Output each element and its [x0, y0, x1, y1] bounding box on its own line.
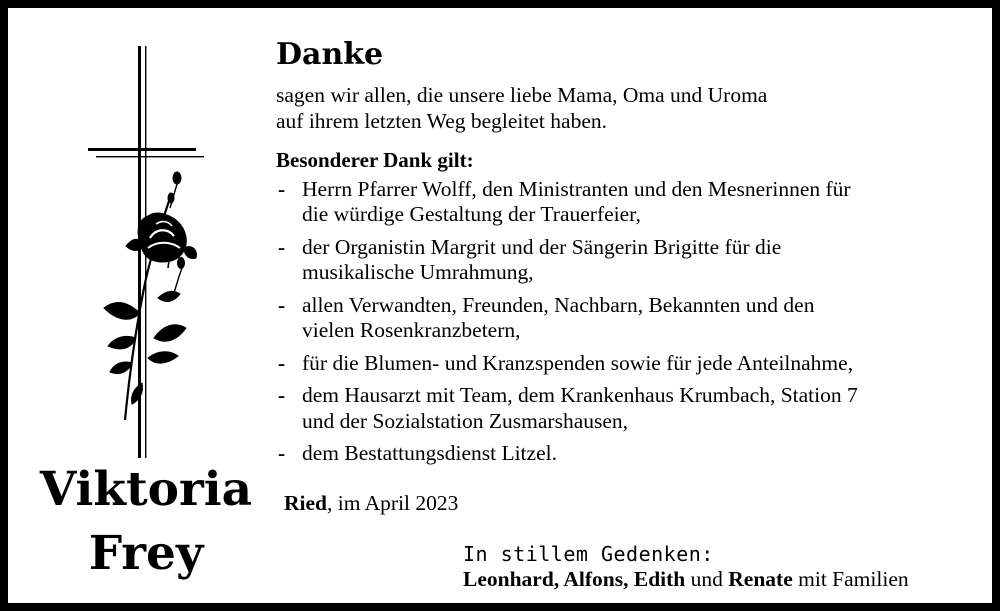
family-suffix: mit Familien — [792, 567, 909, 591]
bullet-dash: - — [278, 441, 286, 465]
list-item-line: die würdige Gestaltung der Trauerfeier, — [302, 202, 641, 226]
list-item — [276, 441, 976, 467]
thanks-list — [276, 177, 976, 467]
special-thanks-heading: Besonderer Dank gilt: — [276, 147, 474, 172]
family-separator: , — [623, 567, 634, 591]
cross-with-rose-illustration — [78, 38, 218, 463]
list-item-line: dem Bestattungsdienst Litzel. — [302, 441, 557, 465]
intro-text — [276, 82, 976, 134]
list-item-line: dem Hausarzt mit Team, dem Krankenhaus Krumbach, Station 7 — [302, 383, 858, 407]
list-item-line: der Organistin Margrit und der Sängerin Brigitte für die — [302, 234, 782, 259]
family-conjunction: und — [685, 567, 729, 591]
in-memory-heading: In stillem Gedenken: — [463, 542, 714, 566]
family-name: Alfons — [563, 567, 624, 591]
rose-icon — [104, 172, 196, 420]
bullet-dash: - — [278, 176, 286, 201]
bullet-dash: - — [278, 292, 286, 317]
list-item-line: und der Sozialstation Zusmarshausen, — [302, 408, 629, 433]
bullet-dash: - — [278, 383, 286, 407]
list-item — [276, 235, 976, 286]
list-item — [276, 177, 976, 228]
place-date — [284, 490, 458, 516]
deceased-last-name: Frey — [88, 526, 204, 581]
place-separator: , — [327, 491, 333, 515]
notice-content — [276, 36, 976, 474]
family-separator: , — [553, 567, 564, 591]
list-item-line: musikalische Umrahmung, — [302, 260, 534, 284]
family-name: Edith — [633, 567, 686, 591]
family-name: Leonhard — [463, 567, 554, 591]
notice-date: im April 2023 — [332, 491, 459, 515]
family-name: Renate — [728, 567, 793, 591]
bullet-dash: - — [278, 234, 286, 259]
family-signature — [463, 566, 909, 592]
list-item-line: für die Blumen- und Kranzspenden sowie für jede Anteilnahme, — [302, 350, 854, 375]
deceased-first-name: Viktoria — [39, 462, 253, 517]
place-name: Ried — [284, 491, 327, 515]
page-title: Danke — [276, 37, 384, 72]
list-item — [276, 383, 976, 434]
intro-line: sagen wir allen, die unsere liebe Mama, Oma und Uroma — [276, 82, 768, 107]
list-item-line: allen Verwandten, Freunden, Nachbarn, Bekannten und den — [302, 292, 815, 317]
intro-line: auf ihrem letzten Weg begleitet haben. — [276, 108, 607, 133]
list-item — [276, 351, 976, 377]
list-item-line: vielen Rosenkranzbetern, — [302, 318, 521, 342]
list-item — [276, 293, 976, 344]
bullet-dash: - — [278, 350, 286, 375]
list-item-line: Herrn Pfarrer Wolff, den Ministranten und den Mesnerinnen für — [302, 176, 851, 201]
